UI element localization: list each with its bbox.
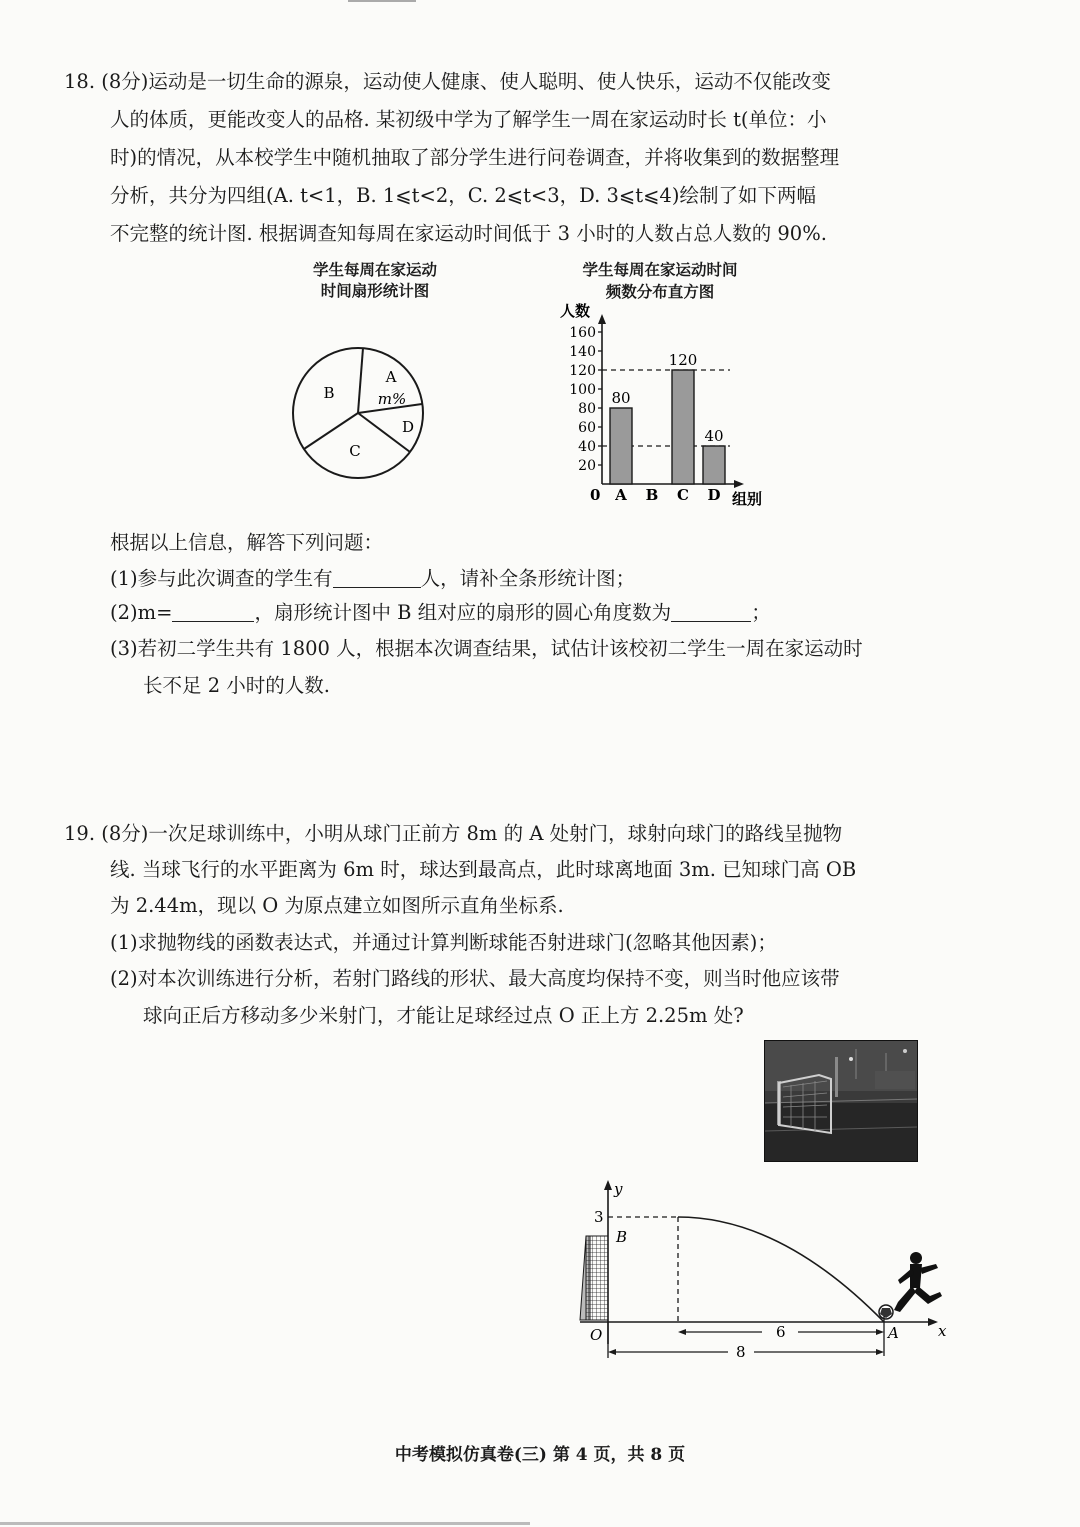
- hist-bar-C: [672, 370, 694, 484]
- hist-ylabel: 人数: [560, 302, 591, 320]
- hist-value-label-D: 40: [704, 427, 724, 445]
- point-a-label: A: [888, 1324, 899, 1342]
- q18-line-3: 时)的情况，从本校学生中随机抽取了部分学生进行问卷调查，并将收集到的数据整理: [110, 146, 840, 169]
- hist-ytick-label-140: 140: [569, 344, 596, 360]
- q19-part-1: (1)求抛物线的函数表达式，并通过计算判断球能否射进球门(忽略其他因素)；: [110, 931, 777, 954]
- frequency-histogram: [540, 298, 780, 510]
- scan-edge-mark: [348, 0, 416, 2]
- q18-part-1-text-b: 人，请补全条形统计图；: [420, 567, 636, 590]
- answer-blank-1[interactable]: [333, 568, 421, 589]
- hist-category-D: D: [707, 486, 721, 504]
- q18-part-2-text-b: ，扇形统计图中 B 组对应的扇形的圆心角度数为: [254, 601, 672, 624]
- pie-chart: [285, 340, 435, 490]
- origin-label: O: [590, 1326, 603, 1344]
- pie-label-a: A: [385, 368, 397, 386]
- goal-net: [586, 1236, 608, 1320]
- hist-category-C: C: [677, 486, 689, 504]
- pie-label-a-percent: m%: [377, 390, 407, 408]
- hist-value-label-A: 80: [611, 389, 631, 407]
- pie-divider-ab: [358, 348, 363, 413]
- q19-part-2-line-2: 球向正后方移动多少米射门，才能让足球经过点 O 正上方 2.25m 处?: [143, 1004, 744, 1027]
- q18-part-3-line-2: 长不足 2 小时的人数.: [143, 674, 331, 697]
- player-icon: [894, 1252, 942, 1312]
- pie-title-2: 时间扇形统计图: [320, 281, 430, 300]
- hist-y-arrow: [598, 314, 606, 324]
- height-3-label: 3: [594, 1208, 604, 1226]
- hist-value-label-C: 120: [668, 351, 698, 369]
- q18-part-1: [110, 563, 635, 591]
- dimension-6-label: 6: [776, 1323, 786, 1341]
- q19-line-1: 19. (8分)一次足球训练中，小明从球门正前方 8m 的 A 处射门，球射向球门的路线呈抛物: [64, 822, 843, 845]
- q18-line-1: 18. (8分)运动是一切生命的源泉，运动使人健康、使人聪明、使人快乐，运动不仅能改变: [64, 70, 831, 93]
- hist-ytick-label-160: 160: [569, 325, 596, 341]
- ball-trajectory: [678, 1217, 884, 1322]
- hist-ytick-label-100: 100: [569, 382, 596, 398]
- page-footer: 中考模拟仿真卷(三) 第 4 页，共 8 页: [394, 1445, 686, 1465]
- pie-title-1: 学生每周在家运动: [312, 260, 437, 279]
- q19-line-3: 为 2.44m，现以 O 为原点建立如图所示直角坐标系.: [110, 894, 564, 917]
- diagram-y-arrow: [604, 1180, 612, 1190]
- x-axis-label: x: [938, 1322, 947, 1340]
- hist-bar-D: [703, 446, 725, 484]
- hist-title-2: 频数分布直方图: [605, 282, 715, 301]
- pie-label-d: D: [401, 418, 415, 436]
- hist-ytick-label-60: 60: [578, 420, 596, 436]
- trajectory-diagram: [560, 1176, 960, 1366]
- scan-bottom-edge: [0, 1522, 530, 1525]
- pie-label-c: C: [349, 442, 361, 460]
- q18-part-1-text-a: (1)参与此次调查的学生有: [110, 567, 333, 590]
- answer-blank-2[interactable]: [172, 602, 254, 623]
- hist-ytick-label-20: 20: [578, 458, 596, 474]
- q18-part-2-text-c: ；: [751, 601, 771, 624]
- y-axis-label: y: [614, 1180, 623, 1198]
- q18-line-2: 人的体质，更能改变人的品格. 某初级中学为了解学生一周在家运动时长 t(单位：小: [110, 108, 827, 131]
- hist-ytick-label-120: 120: [569, 363, 596, 379]
- q18-line-4: 分析，共分为四组(A. t<1，B. 1⩽t<2，C. 2⩽t<3，D. 3⩽t⩽4)绘制了如下两幅: [110, 184, 816, 207]
- hist-ytick-label-80: 80: [578, 401, 596, 417]
- q18-line-5: 不完整的统计图. 根据调查知每周在家运动时间低于 3 小时的人数占总人数的 90%.: [110, 222, 827, 245]
- q18-intro: 根据以上信息，解答下列问题：: [110, 531, 384, 554]
- dimension-8-label: 8: [736, 1343, 746, 1361]
- q19-line-2: 线. 当球飞行的水平距离为 6m 时，球达到最高点，此时球离地面 3m. 已知球门高 OB: [110, 858, 857, 881]
- point-b-label: B: [616, 1228, 628, 1246]
- soccer-goal-photo: [764, 1040, 918, 1162]
- diagram-x-arrow: [928, 1318, 938, 1326]
- hist-bar-A: [610, 408, 632, 484]
- hist-origin: 0: [590, 486, 601, 504]
- hist-title-1: 学生每周在家运动时间: [582, 260, 738, 279]
- q18-part-3-line-1: (3)若初二学生共有 1800 人，根据本次调查结果，试估计该校初二学生一周在家运动时: [110, 637, 863, 660]
- hist-category-B: B: [645, 486, 659, 504]
- pie-label-b: B: [323, 384, 335, 402]
- hist-x-arrow: [734, 480, 744, 488]
- answer-blank-3[interactable]: [671, 602, 751, 623]
- q19-part-2-line-1: (2)对本次训练进行分析，若射门路线的形状、最大高度均保持不变，则当时他应该带: [110, 967, 840, 990]
- q18-part-2-text-a: (2)m=: [110, 601, 173, 624]
- hist-category-A: A: [615, 486, 627, 504]
- q18-part-2: [110, 597, 771, 625]
- hist-ytick-label-40: 40: [578, 439, 596, 455]
- hist-xlabel: 组别: [732, 490, 763, 508]
